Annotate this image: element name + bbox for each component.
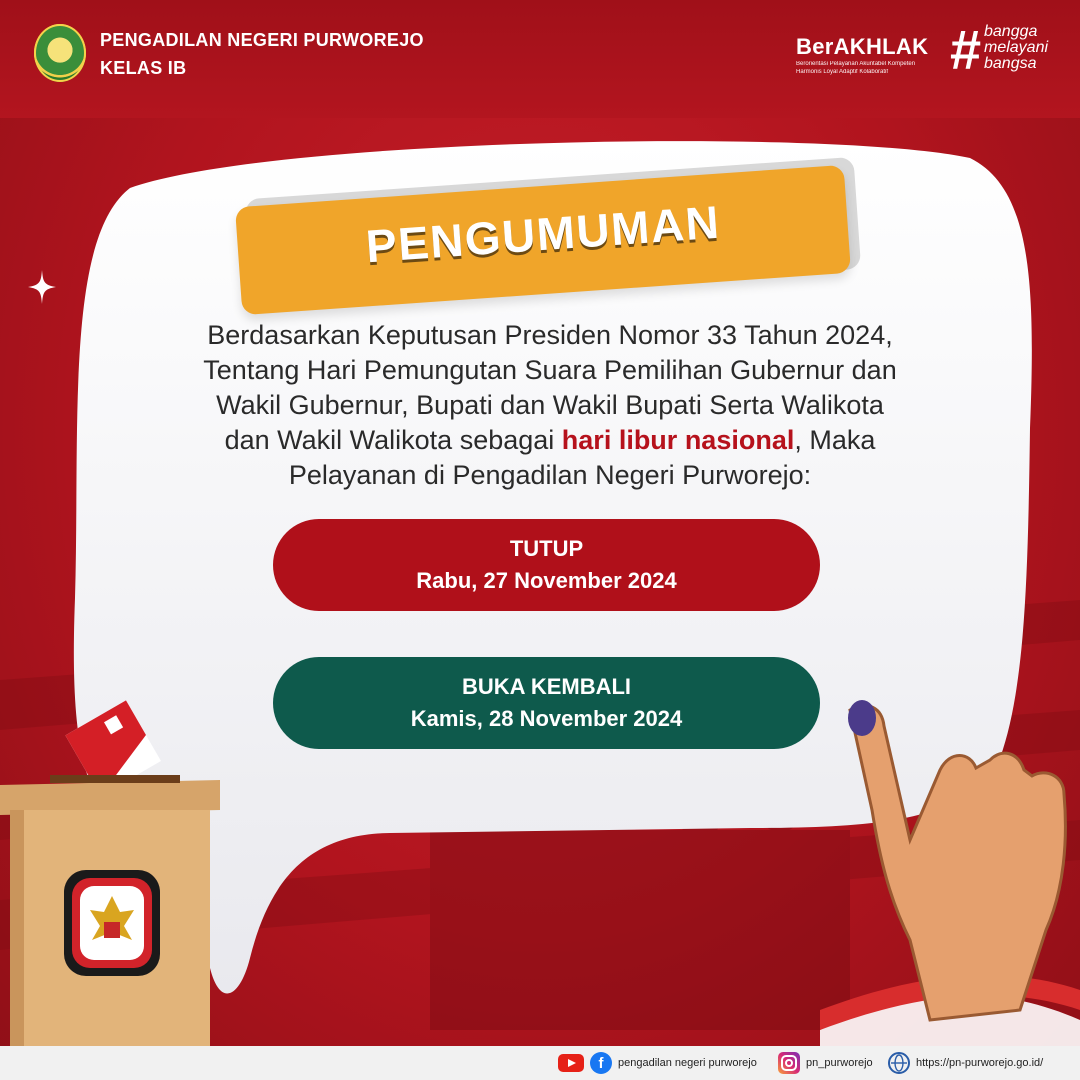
berakhlak-logo [796,34,956,76]
website-url[interactable]: https://pn-purworejo.go.id/ [916,1057,1044,1069]
body-line-2: Tentang Hari Pemungutan Suara Pemilihan Gubernur dan [203,355,897,385]
sparkle-icon [28,270,56,304]
body-line-4-start: dan Wakil Walikota sebagai [224,425,562,455]
body-line-3: Wakil Gubernur, Bupati dan Wakil Bupati Serta Walikota [216,390,884,420]
national-holiday-highlight: hari libur nasional [561,425,795,455]
berakhlak-subtitle-2: Harmonis Loyal Adaptif Kolaboratif [796,69,889,75]
youtube-icon[interactable] [558,1054,584,1072]
facebook-handle[interactable]: pengadilan negeri purworejo [618,1057,757,1069]
inked-finger-icon [820,690,1080,1050]
facebook-icon[interactable]: f [590,1052,612,1074]
tagline-line3: bangsa [984,55,1037,72]
court-seal-icon [34,24,86,82]
globe-icon[interactable] [888,1052,910,1074]
body-line-4 [150,423,950,458]
body-line-1: Berdasarkan Keputusan Presiden Nomor 33 Tahun 2024, [207,320,893,350]
org-class-line2: KELAS IB [100,58,187,78]
footer-facebook[interactable] [558,1052,757,1074]
closed-label: TUTUP [509,536,584,561]
tagline-line1: bangga [984,23,1038,40]
berakhlak-wordmark: BerAKHLAK [796,34,929,59]
organization-name [100,26,424,82]
closed-date: Rabu, 27 November 2024 [416,568,677,593]
announcement-title: PENGUMUMAN [364,195,722,273]
berakhlak-subtitle-1: Berorientasi Pelayanan Akuntabel Kompeten [796,61,916,67]
ballot-box-icon [0,690,230,1050]
footer-website[interactable] [888,1052,1043,1074]
announcement-body [150,318,950,493]
hashtag-symbol: # [950,18,982,81]
instagram-handle[interactable]: pn_purworejo [806,1057,873,1069]
tagline-line2: melayani [984,39,1049,56]
tagline [984,24,1048,72]
footer-instagram[interactable] [778,1052,873,1074]
body-line-4-end: , Maka [794,425,876,455]
closed-notice [273,519,820,611]
instagram-icon[interactable] [778,1052,800,1074]
org-name-line1: PENGADILAN NEGERI PURWOREJO [100,30,424,50]
reopen-date: Kamis, 28 November 2024 [410,706,683,731]
reopen-notice [273,657,820,749]
body-line-5: Pelayanan di Pengadilan Negeri Purworejo: [288,460,812,490]
reopen-label: BUKA KEMBALI [461,674,632,699]
